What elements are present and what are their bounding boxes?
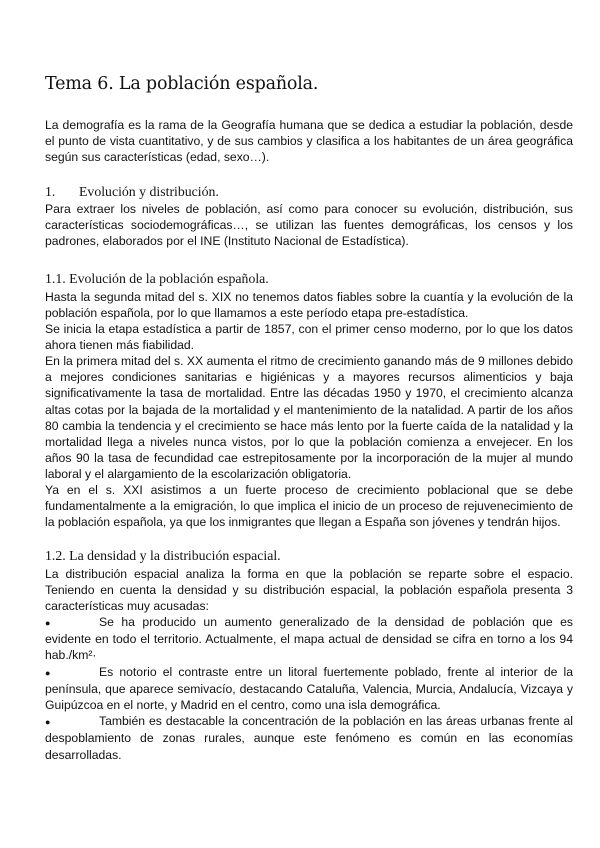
- section-1-1-paragraph-3: En la primera mitad del s. XX aumenta el ritmo de crecimiento ganando más de 9 millones debido a mejores condiciones sanitarias e higiénicas y a mayores recursos alimenticios y baja significativamente la tasa de mortalidad. Entre las décadas 1950 y 1970, el crecimiento alcanza altas cotas por la bajada de la mortalidad y el mantenimiento de la natalidad. A partir de los años 80 cambia la tendencia y el crecimiento se hace más lento por la fuerte caída de la natalidad y la mortalidad llega a niveles nunca vistos, por lo que la población comienza a envejecer. En los años 90 la tasa de fecundidad cae estrepitosamente por la incorporación de la mujer al mundo laboral y el alargamiento de la escolarización obligatoria.: [45, 354, 573, 482]
- list-item-text: También es destacable la concentración de la población en las áreas urbanas frente al despoblamiento de zonas rurales, aunque este fenómeno es común en las economías desarrolladas.: [45, 714, 573, 762]
- section-1-2-heading: 1.2. La densidad y la distribución espacial.: [45, 548, 281, 563]
- page-title: Tema 6. La población española.: [45, 74, 319, 94]
- bullet-icon: ●: [45, 667, 51, 678]
- list-item: [45, 664, 573, 714]
- list-item: [45, 614, 573, 664]
- section-1-number: 1.: [45, 184, 56, 199]
- section-1-1-paragraph-4: Ya en el s. XXI asistimos a un fuerte proceso de crecimiento poblacional que se debe fundamentalmente a la emigración, lo que implica el inicio de un proceso de rejuvenecimiento de la población española, ya que los inmigrantes que llegan a España son jóvenes y tendrán hijos.: [45, 483, 573, 530]
- bullet-icon: ●: [45, 717, 51, 728]
- section-1-1-heading: 1.1. Evolución de la población española.: [45, 271, 269, 286]
- section-1-title: Evolución y distribución.: [79, 184, 219, 199]
- list-item-text: Se ha producido un aumento generalizado de la densidad de población que es evidente en todo el territorio. Actualmente, el mapa actual de densidad se cifra en torno a los 94 hab./km²·: [45, 615, 573, 663]
- characteristics-list: [45, 614, 573, 763]
- bullet-icon: ●: [45, 618, 51, 628]
- list-item: [45, 713, 573, 763]
- section-1-paragraph: Para extraer los niveles de población, así como para conocer su evolución, distribución, sus características sociodemográficas…, se utilizan las fuentes demográficas, los censos y los padrones, elaborados por el INE (Instituto Nacional de Estadística).: [45, 202, 573, 249]
- section-1-1-paragraph-2: Se inicia la etapa estadística a partir de 1857, con el primer censo moderno, por lo que los datos ahora tienen más fiabilidad.: [45, 322, 573, 353]
- section-1-heading: [45, 184, 219, 200]
- list-item-text: Es notorio el contraste entre un litoral fuertemente poblado, frente al interior de la península, que aparece semivacío, destacando Cataluña, Valencia, Murcia, Andalucía, Vizcaya y Guipúzcoa en el norte, y Madrid en el centro, como una isla demográfica.: [45, 664, 573, 713]
- section-1-2-paragraph: La distribución espacial analiza la forma en que la población se reparte sobre el espacio. Teniendo en cuenta la densidad y su distribución espacial, la población española presenta 3 características muy acusadas:: [45, 567, 573, 614]
- intro-paragraph: La demografía es la rama de la Geografía humana que se dedica a estudiar la población, desde el punto de vista cuantitativo, y de sus cambios y clasifica a los habitantes de un área geográfica según sus características (edad, sexo…).: [45, 118, 573, 165]
- section-1-1-paragraph-1: Hasta la segunda mitad del s. XIX no tenemos datos fiables sobre la cuantía y la evolución de la población española, por lo que llamamos a este período etapa pre-estadística.: [45, 290, 573, 321]
